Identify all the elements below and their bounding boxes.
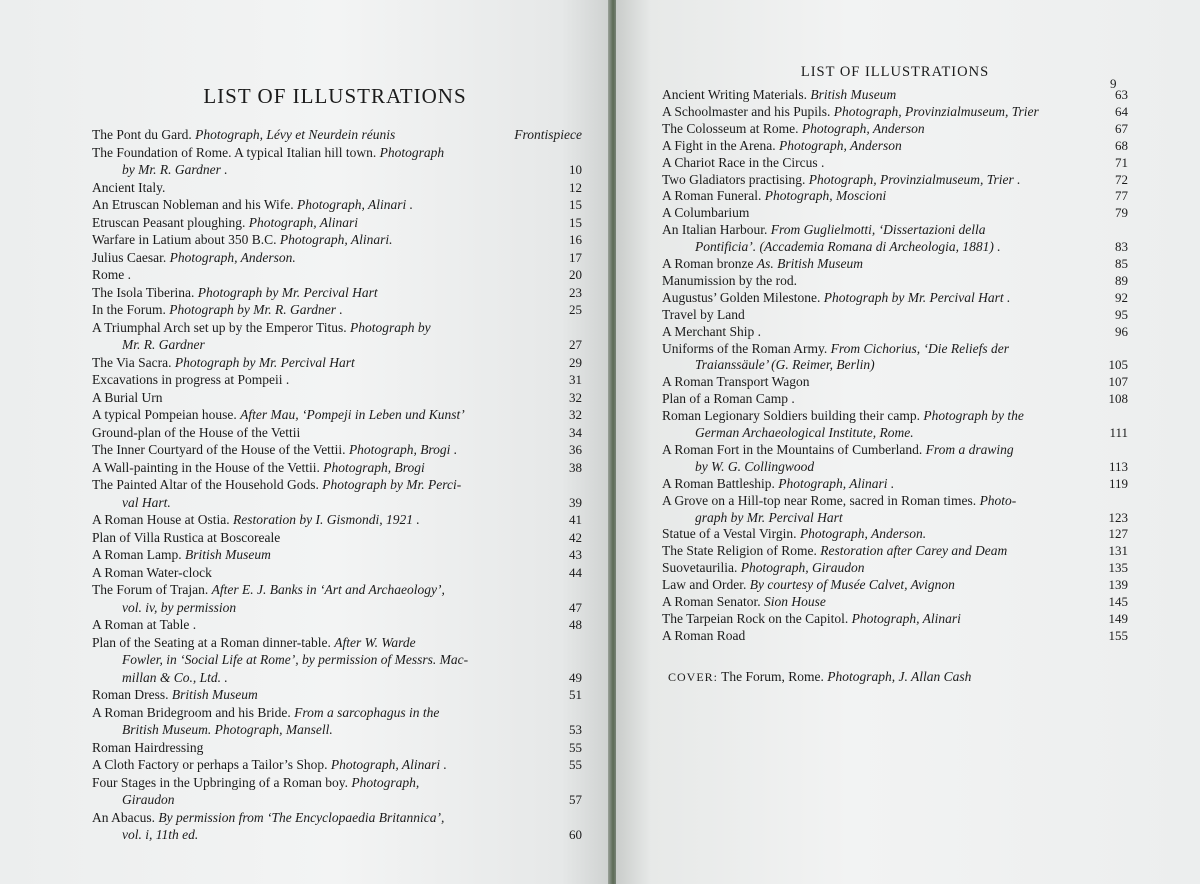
entry-credit: Photograph, Anderson bbox=[779, 137, 902, 153]
entry-credit: By courtesy of Musée Calvet, Avignon bbox=[749, 577, 955, 593]
entry-credit: Photograph, Lévy et Neurdein réunis bbox=[195, 127, 396, 142]
list-item bbox=[92, 144, 444, 161]
entry-credit: Photograph, Giraudon bbox=[740, 560, 865, 576]
entry-title: A Roman at Table . bbox=[92, 617, 197, 632]
page-ref: 42 bbox=[569, 529, 582, 545]
cover-label: COVER: bbox=[668, 670, 719, 684]
page-ref: 15 bbox=[569, 214, 582, 230]
list-item bbox=[662, 272, 797, 289]
page-ref: 49 bbox=[569, 669, 582, 685]
entry-title: Roman Legionary Soldiers building their camp. bbox=[662, 408, 924, 424]
page-ref: 57 bbox=[569, 792, 582, 807]
list-item bbox=[92, 476, 461, 493]
page-title: LIST OF ILLUSTRATIONS bbox=[203, 84, 467, 108]
page-ref: 41 bbox=[569, 512, 582, 527]
list-item bbox=[662, 340, 1009, 357]
entry-credit: Photograph, Provinzialmuseum, Trier bbox=[833, 103, 1039, 119]
page-ref: 85 bbox=[1115, 256, 1128, 271]
page-ref: 68 bbox=[1115, 137, 1128, 153]
entry-credit: millan & Co., Ltd. . bbox=[122, 669, 228, 685]
entry-credit: Photograph, Alinari bbox=[248, 214, 358, 230]
entry-credit: Photograph, Brogi bbox=[323, 459, 425, 475]
list-item bbox=[662, 475, 894, 492]
entry-title: A typical Pompeian house. bbox=[92, 407, 241, 422]
list-item bbox=[662, 289, 1010, 306]
list-item bbox=[122, 161, 228, 178]
entry-credit: Photo- bbox=[979, 492, 1017, 508]
list-item bbox=[122, 651, 468, 668]
entry-title: Roman Hairdressing bbox=[92, 739, 204, 755]
list-item bbox=[92, 546, 271, 563]
page-ref: 31 bbox=[569, 372, 582, 387]
list-item bbox=[92, 179, 165, 196]
entry-title: The Colosseum at Rome. bbox=[662, 120, 802, 136]
entry-title: A Fight in the Arena. bbox=[662, 137, 779, 153]
entry-credit: From a sarcophagus in the bbox=[294, 704, 440, 720]
page-ref: 89 bbox=[1115, 272, 1128, 288]
page-number: 9 bbox=[1110, 76, 1117, 91]
list-item bbox=[92, 686, 258, 703]
page-ref: 139 bbox=[1108, 577, 1128, 593]
entry-title: Uniforms of the Roman Army. bbox=[662, 340, 831, 356]
page-ref: 113 bbox=[1108, 458, 1128, 474]
entry-credit: Photograph by bbox=[350, 319, 431, 335]
entry-title: Ancient Italy. bbox=[92, 179, 166, 195]
page-ref: Frontispiece bbox=[514, 127, 582, 142]
list-item bbox=[662, 542, 1007, 559]
list-item bbox=[662, 390, 795, 407]
page-ref: 47 bbox=[569, 599, 582, 615]
page-ref: 77 bbox=[1115, 188, 1128, 204]
list-item bbox=[92, 441, 457, 458]
list-item bbox=[122, 826, 198, 843]
list-item bbox=[662, 86, 896, 103]
list-item bbox=[122, 494, 171, 511]
entry-credit: Mr. R. Gardner bbox=[122, 337, 205, 352]
list-item bbox=[662, 306, 745, 323]
list-item bbox=[92, 389, 163, 406]
page-ref: 55 bbox=[569, 757, 582, 772]
entry-credit: Photograph, Anderson. bbox=[169, 249, 296, 265]
entry-credit: Photograph, Anderson. bbox=[799, 526, 927, 542]
list-item bbox=[695, 509, 843, 526]
entry-title: A Roman Bridegroom and his Bride. bbox=[92, 704, 295, 720]
entry-credit: British Museum bbox=[810, 87, 897, 102]
entry-title: A Columbarium bbox=[662, 205, 750, 221]
entry-credit: Photograph by the bbox=[923, 408, 1024, 424]
list-item bbox=[122, 721, 333, 738]
page-ref: 20 bbox=[569, 267, 582, 282]
page-ref: 64 bbox=[1115, 103, 1128, 119]
page-ref: 16 bbox=[569, 232, 582, 247]
entry-credit: vol. i, 11th ed. bbox=[122, 827, 199, 842]
entry-title: An Italian Harbour. bbox=[662, 222, 771, 238]
list-item bbox=[92, 214, 358, 231]
entry-title: A Cloth Factory or perhaps a Tailor’s Shop. bbox=[92, 757, 331, 772]
entry-title: Warfare in Latium about 350 B.C. bbox=[92, 232, 280, 247]
entry-title: A Triumphal Arch set up by the Emperor Titus. bbox=[92, 319, 351, 335]
list-item bbox=[662, 441, 1014, 458]
list-item bbox=[92, 809, 444, 826]
entry-title: A Roman bronze bbox=[662, 256, 757, 271]
entry-credit: From Guglielmotti, ‘Dissertazioni della bbox=[770, 222, 986, 238]
page-ref: 149 bbox=[1108, 610, 1128, 626]
list-item bbox=[662, 120, 925, 137]
entry-title: The Tarpeian Rock on the Capitol. bbox=[662, 610, 852, 626]
entry-credit: Photograph, Alinari . bbox=[778, 475, 895, 491]
page-ref: 123 bbox=[1108, 509, 1128, 525]
entry-title: Augustus’ Golden Milestone. bbox=[662, 289, 824, 305]
entry-title: An Etruscan Nobleman and his Wife. bbox=[92, 197, 298, 212]
list-item bbox=[662, 171, 1021, 188]
entry-credit: German Archaeological Institute, Rome. bbox=[695, 425, 914, 440]
list-item bbox=[92, 581, 445, 598]
page-ref: 36 bbox=[569, 442, 582, 457]
page-ref: 96 bbox=[1115, 323, 1128, 339]
list-item bbox=[662, 576, 955, 593]
list-item bbox=[122, 599, 236, 616]
page-ref: 38 bbox=[569, 459, 582, 475]
page-ref: 105 bbox=[1108, 357, 1128, 373]
entry-title: Plan of a Roman Camp . bbox=[662, 391, 795, 407]
entry-title: Plan of Villa Rustica at Boscoreale bbox=[92, 529, 281, 545]
list-item bbox=[695, 424, 914, 441]
list-item bbox=[662, 492, 1016, 509]
page-ref: 60 bbox=[569, 827, 582, 842]
entry-title: Law and Order. bbox=[662, 577, 750, 593]
entry-credit: After W. Warde bbox=[334, 634, 416, 650]
list-item bbox=[92, 739, 203, 756]
entry-credit: Photograph, Alinari. bbox=[279, 232, 393, 247]
list-item bbox=[662, 137, 902, 154]
entry-title: A Roman Funeral. bbox=[662, 188, 765, 204]
entry-credit: From Cichorius, ‘Die Reliefs der bbox=[830, 340, 1009, 356]
page-title: LIST OF ILLUSTRATIONS bbox=[800, 64, 990, 80]
page-ref: 32 bbox=[569, 407, 582, 422]
page-ref: 15 bbox=[569, 197, 582, 212]
page-ref: 83 bbox=[1115, 239, 1128, 255]
entry-title: Four Stages in the Upbringing of a Roman boy. bbox=[92, 774, 352, 790]
entry-title: The Forum of Trajan. bbox=[92, 582, 212, 597]
page-ref: 67 bbox=[1115, 120, 1128, 136]
page-ref: 108 bbox=[1108, 391, 1128, 407]
entry-credit: Sion House bbox=[764, 594, 826, 609]
list-item bbox=[92, 511, 420, 528]
entry-credit: val Hart. bbox=[122, 494, 171, 510]
entry-title: Rome . bbox=[92, 267, 131, 282]
page-ref: 51 bbox=[569, 687, 582, 702]
list-item bbox=[122, 336, 205, 353]
page-ref: 92 bbox=[1115, 289, 1128, 305]
page-ref: 63 bbox=[1115, 87, 1128, 102]
page-ref: 27 bbox=[569, 337, 582, 352]
list-item bbox=[662, 407, 1024, 424]
page-ref: 39 bbox=[569, 494, 582, 510]
page-ref: 43 bbox=[569, 547, 582, 562]
list-item bbox=[662, 627, 745, 644]
entry-title: A Schoolmaster and his Pupils. bbox=[662, 103, 834, 119]
page-ref: 10 bbox=[569, 162, 582, 177]
list-item bbox=[92, 459, 425, 476]
page-ref: 135 bbox=[1108, 560, 1128, 576]
entry-title: Excavations in progress at Pompeii . bbox=[92, 372, 290, 387]
entry-credit: Photograph, Brogi . bbox=[348, 442, 458, 457]
entry-title: A Roman Senator. bbox=[662, 594, 764, 609]
entry-title: A Roman Road bbox=[662, 627, 746, 643]
page-ref: 119 bbox=[1108, 475, 1128, 491]
entry-title: Manumission by the rod. bbox=[662, 272, 797, 288]
list-item bbox=[662, 103, 1039, 120]
entry-credit: Giraudon bbox=[122, 792, 175, 807]
entry-credit: Photograph by Mr. R. Gardner . bbox=[169, 302, 343, 317]
page-ref: 29 bbox=[569, 354, 582, 370]
page-ref: 53 bbox=[569, 722, 582, 737]
page-ref: 145 bbox=[1108, 594, 1128, 609]
list-item bbox=[92, 756, 447, 773]
entry-title: Roman Dress. bbox=[92, 687, 172, 702]
page-ref: 48 bbox=[569, 617, 582, 632]
entry-title: The Via Sacra. bbox=[92, 354, 175, 370]
entry-credit: Restoration after Carey and Deam bbox=[820, 543, 1008, 559]
list-item bbox=[92, 196, 413, 213]
list-item bbox=[662, 187, 886, 204]
entry-credit: Photograph, Alinari . bbox=[297, 197, 414, 212]
list-item bbox=[92, 634, 416, 651]
list-item bbox=[92, 406, 465, 423]
list-item bbox=[662, 204, 749, 221]
page-ref: 55 bbox=[569, 739, 582, 755]
entry-credit: Photograph, bbox=[351, 774, 420, 790]
entry-credit: From a drawing bbox=[925, 441, 1014, 457]
entry-credit: Photograph, Moscioni bbox=[764, 188, 887, 204]
entry-title: Ancient Writing Materials. bbox=[662, 87, 811, 102]
list-item bbox=[92, 704, 439, 721]
list-item bbox=[662, 373, 810, 390]
list-item bbox=[122, 791, 175, 808]
entry-credit: As. British Museum bbox=[756, 256, 863, 271]
entry-credit: After Mau, ‘Pompeji in Leben und Kunst’ bbox=[240, 407, 465, 422]
list-item bbox=[92, 774, 419, 791]
list-item bbox=[92, 371, 289, 388]
entry-title: The Foundation of Rome. A typical Italian hill town. bbox=[92, 144, 380, 160]
entry-title: Statue of a Vestal Virgin. bbox=[662, 526, 800, 542]
entry-title: Etruscan Peasant ploughing. bbox=[92, 214, 249, 230]
entry-title: The Pont du Gard. bbox=[92, 127, 196, 142]
list-item bbox=[695, 356, 875, 373]
cover-credit bbox=[668, 668, 971, 686]
entry-credit: Photograph, Provinzialmuseum, Trier . bbox=[808, 171, 1021, 187]
entry-credit: British Museum bbox=[185, 547, 271, 562]
entry-credit: British Museum bbox=[171, 687, 258, 702]
list-item bbox=[92, 284, 378, 301]
entry-credit: Traianssäule’ (G. Reimer, Berlin) bbox=[695, 357, 875, 373]
entry-credit: Pontificia’. (Accademia Romana di Archeologia, 1881) . bbox=[695, 239, 1001, 255]
page-ref: 12 bbox=[569, 179, 582, 195]
page-ref: 72 bbox=[1115, 171, 1128, 187]
entry-title: Travel by Land bbox=[662, 306, 745, 322]
list-item bbox=[92, 424, 300, 441]
page-ref: 95 bbox=[1115, 306, 1128, 322]
entry-title: A Roman Transport Wagon bbox=[662, 374, 810, 390]
list-item bbox=[662, 221, 985, 238]
entry-title: Ground-plan of the House of the Vettii bbox=[92, 424, 301, 440]
entry-credit: By permission from ‘The Encyclopaedia Britannica’, bbox=[158, 809, 445, 825]
entry-title: The Isola Tiberina. bbox=[92, 284, 198, 300]
entry-credit: Photograph bbox=[379, 144, 445, 160]
entry-credit: by W. G. Collingwood bbox=[695, 458, 815, 474]
list-item bbox=[92, 126, 395, 143]
page-ref: 111 bbox=[1109, 425, 1128, 440]
list-item bbox=[122, 669, 228, 686]
list-item bbox=[695, 458, 814, 475]
page-ref: 71 bbox=[1115, 154, 1128, 170]
right-page bbox=[616, 0, 1200, 884]
list-item bbox=[92, 266, 131, 283]
entry-title: A Wall-painting in the House of the Vettii. bbox=[92, 459, 324, 475]
page-ref: 131 bbox=[1108, 543, 1128, 559]
entry-credit: Photograph by Mr. Perci- bbox=[322, 477, 462, 492]
entry-title: In the Forum. bbox=[92, 302, 170, 317]
list-item bbox=[92, 301, 343, 318]
entry-credit: Photograph, Anderson bbox=[801, 120, 925, 136]
list-item bbox=[92, 354, 355, 371]
entry-title: The State Religion of Rome. bbox=[662, 543, 821, 559]
entry-title: Suovetaurilia. bbox=[662, 560, 741, 576]
entry-credit: Photograph by Mr. Percival Hart bbox=[197, 284, 378, 300]
page-ref: 23 bbox=[569, 284, 582, 300]
entry-title: A Roman Water-clock bbox=[92, 564, 212, 580]
list-item bbox=[92, 319, 431, 336]
list-item bbox=[662, 323, 761, 340]
list-item bbox=[92, 529, 280, 546]
entry-credit: by Mr. R. Gardner . bbox=[122, 162, 228, 177]
entry-title: Two Gladiators practising. bbox=[662, 171, 809, 187]
page-ref: 79 bbox=[1115, 205, 1128, 221]
page-ref: 32 bbox=[569, 389, 582, 405]
entry-credit: Fowler, in ‘Social Life at Rome’, by permission of Messrs. Mac- bbox=[122, 652, 469, 667]
cover-credit-italic: Photograph, J. Allan Cash bbox=[827, 669, 972, 684]
entry-credit: Restoration by I. Gismondi, 1921 . bbox=[233, 512, 420, 527]
entry-credit: vol. iv, by permission bbox=[122, 599, 237, 615]
entry-credit: Photograph by Mr. Percival Hart . bbox=[823, 289, 1011, 305]
list-item bbox=[662, 255, 863, 272]
page-ref: 107 bbox=[1108, 374, 1128, 390]
entry-credit: graph by Mr. Percival Hart bbox=[695, 509, 843, 525]
list-item bbox=[662, 525, 926, 542]
entry-title: The Inner Courtyard of the House of the Vettii. bbox=[92, 442, 349, 457]
list-item bbox=[92, 249, 296, 266]
page-ref: 127 bbox=[1108, 526, 1128, 542]
entry-title: A Burial Urn bbox=[92, 389, 163, 405]
entry-title: A Grove on a Hill-top near Rome, sacred in Roman times. bbox=[662, 492, 980, 508]
entry-title: Plan of the Seating at a Roman dinner-table. bbox=[92, 634, 335, 650]
list-item bbox=[662, 610, 961, 627]
page-ref: 17 bbox=[569, 249, 582, 265]
page-ref: 44 bbox=[569, 564, 582, 580]
entry-credit: Photograph, Alinari . bbox=[330, 757, 447, 772]
entry-credit: After E. J. Banks in ‘Art and Archaeology’, bbox=[211, 582, 445, 597]
list-item bbox=[662, 593, 826, 610]
entry-credit: British Museum. Photograph, Mansell. bbox=[122, 722, 333, 737]
entry-credit: Photograph, Alinari bbox=[851, 610, 961, 626]
page-ref: 155 bbox=[1108, 627, 1128, 643]
entry-title: A Roman Battleship. bbox=[662, 475, 779, 491]
page-ref: 25 bbox=[569, 302, 582, 317]
entry-title: A Roman Lamp. bbox=[92, 547, 185, 562]
entry-title: A Roman House at Ostia. bbox=[92, 512, 233, 527]
list-item bbox=[662, 559, 865, 576]
entry-title: An Abacus. bbox=[92, 809, 159, 825]
entry-title: A Roman Fort in the Mountains of Cumberland. bbox=[662, 441, 926, 457]
list-item bbox=[662, 154, 824, 171]
list-item bbox=[92, 616, 196, 633]
list-item bbox=[92, 231, 393, 248]
cover-text: The Forum, Rome. bbox=[718, 669, 828, 684]
entry-credit: Photograph by Mr. Percival Hart bbox=[174, 354, 355, 370]
entry-title: The Painted Altar of the Household Gods. bbox=[92, 477, 323, 492]
list-item bbox=[92, 564, 212, 581]
entry-title: A Chariot Race in the Circus . bbox=[662, 154, 825, 170]
entry-title: Julius Caesar. bbox=[92, 249, 170, 265]
list-item bbox=[695, 238, 1001, 255]
entry-title: A Merchant Ship . bbox=[662, 323, 761, 339]
page-ref: 34 bbox=[569, 424, 582, 440]
